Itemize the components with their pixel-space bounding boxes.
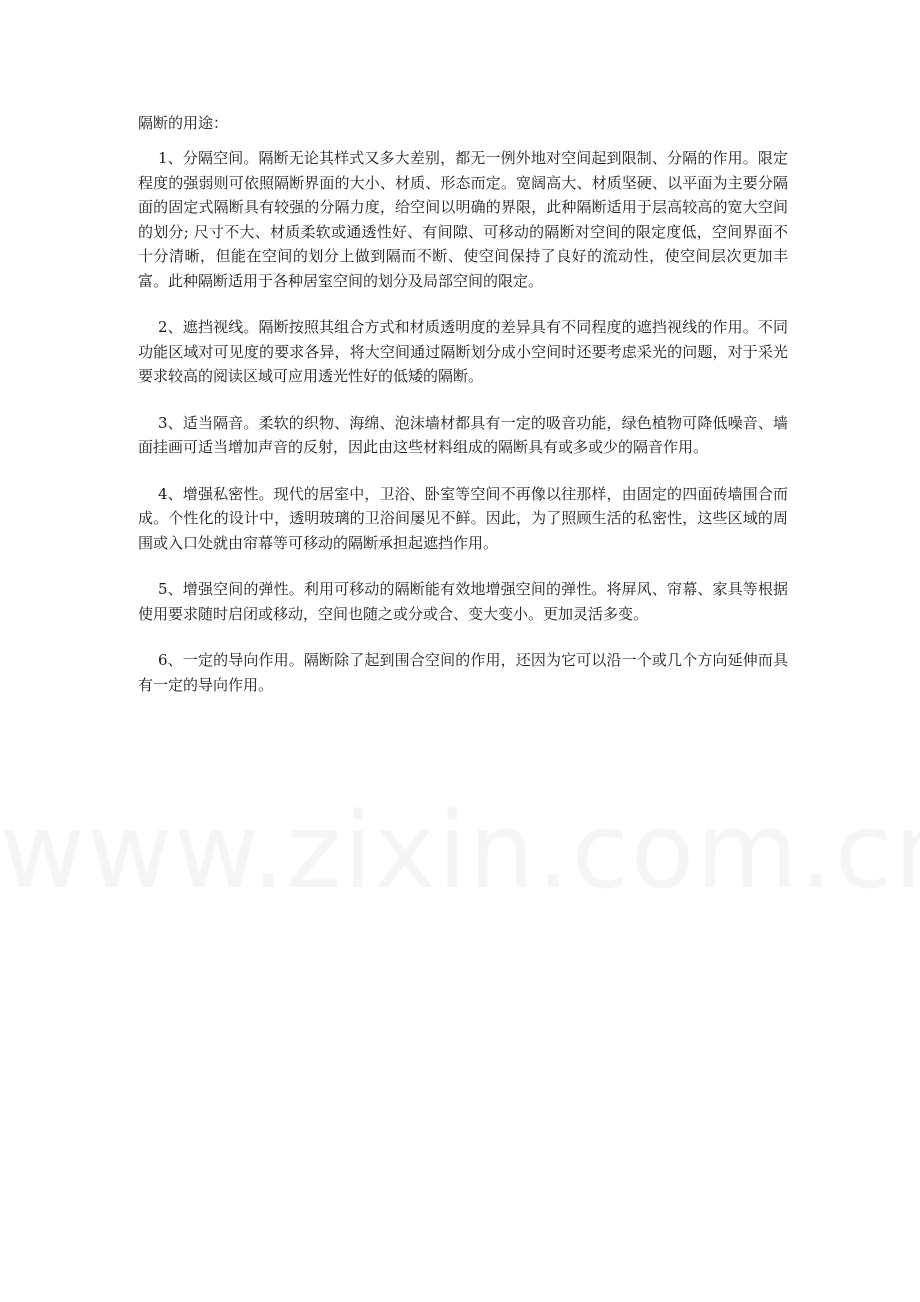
site-watermark <box>0 790 920 912</box>
paragraph-sound-insulation: 3、适当隔音。柔软的织物、海绵、泡沫墙材都具有一定的吸音功能，绿色植物可降低噪音、墙面挂画可适当增加声音的反射，因此由这些材料组成的隔断具有或多或少的隔音作用。 <box>138 413 788 456</box>
paragraph-space-division: 1、分隔空间。隔断无论其样式又多大差别，都无一例外地对空间起到限制、分隔的作用。限定程度的强弱则可依照隔断界面的大小、材质、形态而定。宽阔高大、材质坚硬、以平面为主要分隔面的固定式隔断具有较强的分隔力度，给空间以明确的界限，此种隔断适用于层高较高的宽大空间的划分; 尺寸不大、材质柔软或通透性好、有间隙、可移动的隔断对空间的限定度低，空间界面不十分清晰，但能在空间的划分上做到隔而不断、使空间保持了良好的流动性，使空间层次更加丰富。此种隔断适用于各种居室空间的划分及局部空间的限定。 <box>138 149 788 290</box>
document-page <box>138 108 788 719</box>
document-heading: 隔断的用途： <box>138 114 229 132</box>
paragraph-guidance: 6、一定的导向作用。隔断除了起到围合空间的作用，还因为它可以沿一个或几个方向延伸而具有一定的导向作用。 <box>138 651 788 694</box>
paragraph-privacy: 4、增强私密性。现代的居室中，卫浴、卧室等空间不再像以往那样，由固定的四面砖墙围合而成。个性化的设计中，透明玻璃的卫浴间屡见不鲜。因此，为了照顾生活的私密性，这些区域的周围或入口处就由帘幕等可移动的隔断承担起遮挡作用。 <box>138 484 788 552</box>
paragraph-block-sightline: 2、遮挡视线。隔断按照其组合方式和材质透明度的差异具有不同程度的遮挡视线的作用。不同功能区域对可见度的要求各异，将大空间通过隔断划分成小空间时还要考虑采光的问题，对于采光要求较高的阅读区域可应用透光性好的低矮的隔断。 <box>138 318 788 385</box>
paragraph-space-flexibility: 5、增强空间的弹性。利用可移动的隔断能有效地增强空间的弹性。将屏风、帘幕、家具等根据使用要求随时启闭或移动，空间也随之或分或合、变大变小。更加灵活多变。 <box>138 580 788 623</box>
